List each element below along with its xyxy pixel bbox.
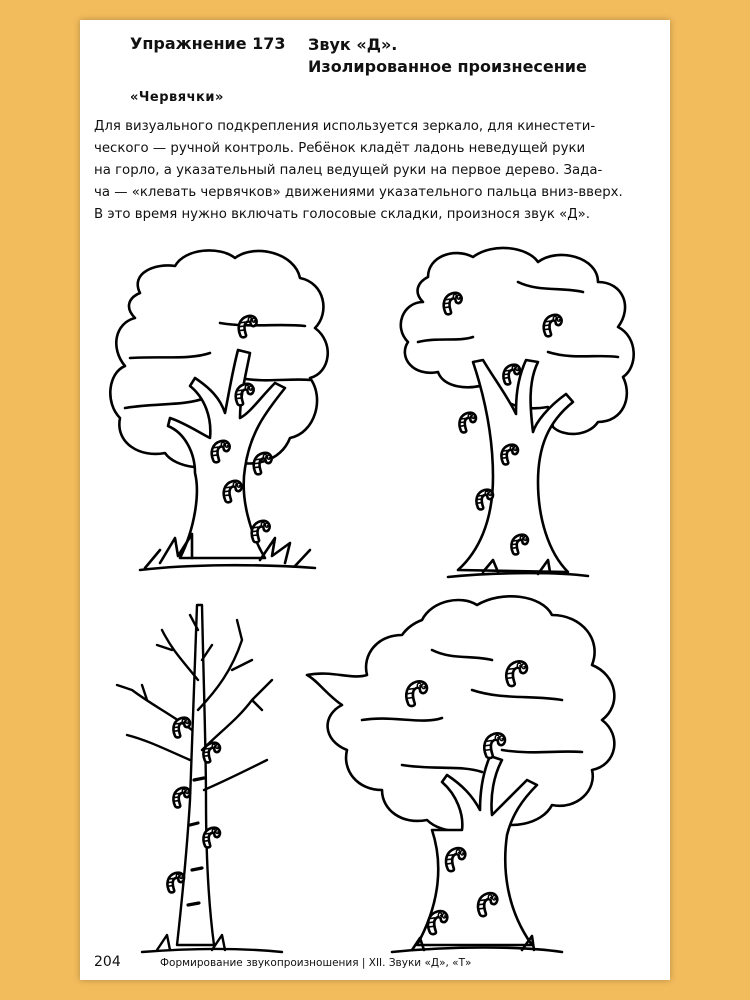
trunk	[177, 605, 214, 945]
worm-icon[interactable]	[459, 413, 476, 433]
worm-icon[interactable]	[167, 873, 184, 893]
instructions-paragraph	[94, 116, 659, 226]
worm-icon[interactable]	[173, 788, 190, 808]
exercise-number: Упражнение 173	[130, 34, 286, 53]
instruction-line: В это время нужно включать голосовые складки, произнося звук «Д».	[94, 207, 590, 222]
worm-icon[interactable]	[173, 718, 190, 738]
worm-icon[interactable]	[203, 743, 220, 763]
worm-icon[interactable]	[252, 521, 270, 542]
instruction-line: ческого — ручной контроль. Ребёнок кладёт ладонь неведущей руки	[94, 141, 586, 156]
ground-line	[448, 573, 588, 577]
game-name: «Червячки»	[130, 90, 224, 105]
exercise-title-line-2: Изолированное произнесение	[308, 57, 587, 76]
worm-icon[interactable]	[254, 453, 272, 474]
workbook-page	[80, 20, 670, 980]
tree-4-illustration[interactable]	[302, 590, 637, 965]
page-number: 204	[94, 954, 121, 970]
exercise-title-line-1: Звук «Д».	[308, 35, 398, 54]
grass-right	[260, 538, 310, 566]
instruction-line: на горло, а указательный палец ведущей руки на первое дерево. Зада-	[94, 163, 603, 178]
worm-icon[interactable]	[203, 828, 220, 848]
ground-line	[140, 565, 315, 570]
instruction-line: Для визуального подкрепления используется зеркало, для кинестети-	[94, 119, 596, 134]
exercise-title	[308, 34, 648, 78]
instruction-line: ча — «клевать червячков» движениями указательного пальца вниз-вверх.	[94, 185, 623, 200]
tree-1-illustration[interactable]	[100, 238, 340, 583]
ground-line	[392, 948, 562, 953]
running-title: Формирование звукопроизношения | XII. Звуки «Д», «Т»	[160, 957, 472, 969]
tree-3-illustration[interactable]	[102, 600, 292, 960]
tree-2-illustration[interactable]	[398, 242, 648, 587]
